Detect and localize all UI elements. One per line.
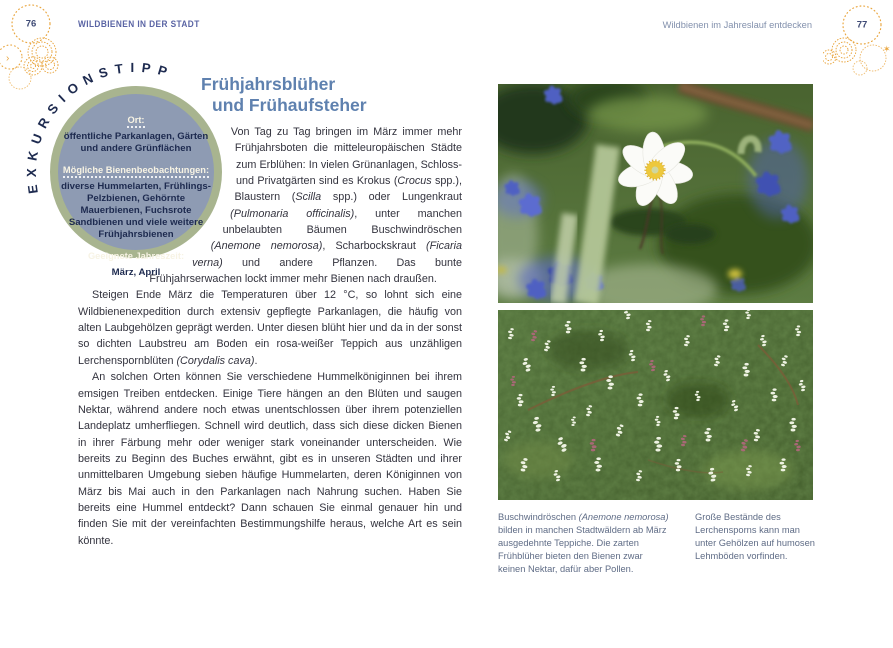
sparkle-ornament: ✶ bbox=[883, 44, 891, 54]
corydalis-meadow-photo bbox=[498, 310, 813, 505]
anemone-scilla-photo-art bbox=[498, 84, 813, 303]
caption-corydalis: Große Bestände des Lerchensporns kann man unter Gehölzen auf humosen Lehmböden vorfinden. bbox=[695, 512, 815, 561]
badge-text: öffentliche Parkanlagen, Gärten und andere Grünflächen bbox=[63, 131, 209, 154]
article-title-line1: Frühjahrsblüher bbox=[201, 74, 336, 94]
corner-dots-decoration-right bbox=[823, 0, 893, 110]
article-paragraph: Steigen Ende März die Temperaturen über 12 °C, so lohnt sich eine Wildbienenexpedition durch extensiv gepflegte Parkanlagen, die häufig von alten Laubgehölzen geprägt werden. Unter diesen blüht hier und da in der sonst so dichten Laubstreu am Boden ein rosa-weißer Teppich aus unzähligen Lerchenspornblüten (Corydalis cava). bbox=[78, 289, 462, 367]
badge-text: März, April bbox=[111, 267, 161, 278]
corydalis-meadow-photo-art bbox=[498, 310, 813, 500]
article-body bbox=[78, 124, 462, 549]
page-number-right: 77 bbox=[856, 19, 868, 31]
article-title-line2: und Frühaufsteher bbox=[212, 95, 367, 115]
article-title bbox=[201, 74, 367, 116]
badge-label: Mögliche Bienenbeobachtungen: bbox=[63, 165, 209, 178]
running-head-right: Wildbienen im Jahreslauf entdecken bbox=[662, 20, 812, 30]
running-head-left: WILDBIENEN IN DER STADT bbox=[78, 19, 200, 29]
badge-label: Ort: bbox=[127, 115, 144, 128]
badge-text: diverse Hummelarten, Frühlings-Pelzbienen, Gehörnte Mauerbienen, Fuchsrote Sandbienen und viele weitere Frühjahrsbienen bbox=[61, 181, 211, 240]
article-paragraph: An solchen Orten können Sie verschiedene Hummelköniginnen bei ihrem emsigen Treiben entdecken. Einige Tiere hängen an den Blüten und saugen Nektar, während andere noch etwas unentschlossen über ihrem potenziellen Landeplatz umherfliegen. Schnell wird deutlich, dass sich diese dicken Bienen in ihrer Färbung mehr oder weniger stark voneinander unterscheiden. Wie bereits zu Beginn des Buches erwähnt, gibt es in unseren Städten und ihrer unmittelbaren Umgebung sieben häufige Hummelarten, deren Königinnen von März bis Mai auch in den Parkanlagen nach Nahrung suchen. Haben Sie bereits eine Hummel entdeckt? Dann schauen Sie einmal genauer hin und finden Sie mit der vereinfachten Bestimmungshilfe heraus, welche Art es sein könnte. bbox=[78, 371, 462, 547]
chevron-ornament: › bbox=[6, 53, 10, 64]
badge-label: Geeignete Jahreszeit: bbox=[88, 251, 184, 264]
article-paragraph: Von Tag zu Tag bringen im März immer mehr Frühjahrsboten die mitteleuropäischen Städte zum Erblühen: In vielen Grünanlagen, Schloss- und Privatgärten sind es Krokus (Crocus spp.), Blaustern (Scilla spp.) oder Lungenkraut (Pulmonaria officinalis), unter manchen unbelaubten Bäumen Buschwindröschen (Anemone nemorosa), Scharbockskraut (Ficaria verna) und andere Pflanzen. Das bunte Frühjahrserwachen lockt immer mehr Bienen nach draußen. bbox=[149, 126, 463, 286]
anemone-scilla-photo bbox=[498, 84, 813, 308]
page-number-left: 76 bbox=[25, 18, 37, 30]
badge-curved-title: EXKURSIONSTIPP bbox=[23, 59, 176, 195]
caption-anemone: Buschwindröschen (Anemone nemorosa) bilden in manchen Stadtwäldern ab März ausgedehnte Teppiche. Die zarten Frühblüher bieten den Bienen zwar keinen Nektar, dafür aber Pollen. bbox=[498, 512, 669, 574]
